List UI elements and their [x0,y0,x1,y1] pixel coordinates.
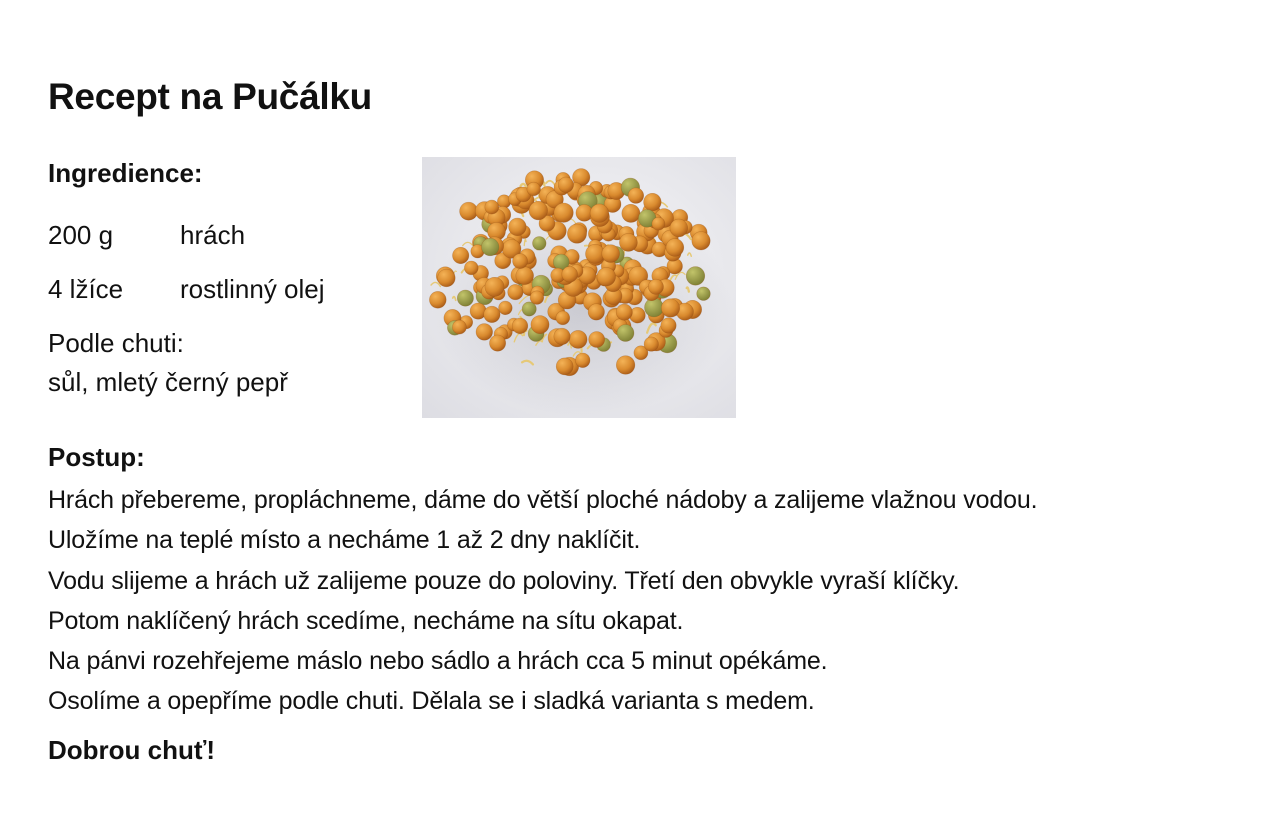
sprouted-peas-photo [422,157,736,418]
step-line: Potom naklíčený hrách scedíme, necháme na sítu okapat. [48,606,684,635]
to-taste-label: Podle chuti: [48,328,184,358]
step-line: Vodu slijeme a hrách už zalijeme pouze do poloviny. Třetí den obvykle vyraší klíčky. [48,566,960,595]
recipe-title: Recept na Pučálku [48,76,372,117]
step-line: Osolíme a opepříme podle chuti. Dělala se i sladká varianta s medem. [48,687,815,716]
steps-heading: Postup: [48,442,145,472]
steps-list [48,480,1037,722]
ingredient-name: rostlinný olej [180,274,325,304]
step-line: Hrách přebereme, propláchneme, dáme do větší ploché nádoby a zalijeme vlažnou vodou. [48,486,1038,514]
closing-text: Dobrou chuť! [48,735,215,765]
ingredient-row [48,274,325,305]
step-line: Uložíme na teplé místo a necháme 1 až 2 dny naklíčit. [48,526,641,555]
ingredient-quantity: 200 g [48,220,114,250]
ingredient-quantity: 4 lžíce [48,274,124,304]
to-taste-value: sůl, mletý černý pepř [48,367,288,397]
sprouted-peas-image [422,157,736,418]
ingredient-row [48,220,245,251]
ingredients-heading: Ingredience: [48,158,203,188]
ingredient-name: hrách [180,220,246,250]
step-line: Na pánvi rozehřejeme máslo nebo sádlo a hrách cca 5 minut opékáme. [48,647,828,676]
